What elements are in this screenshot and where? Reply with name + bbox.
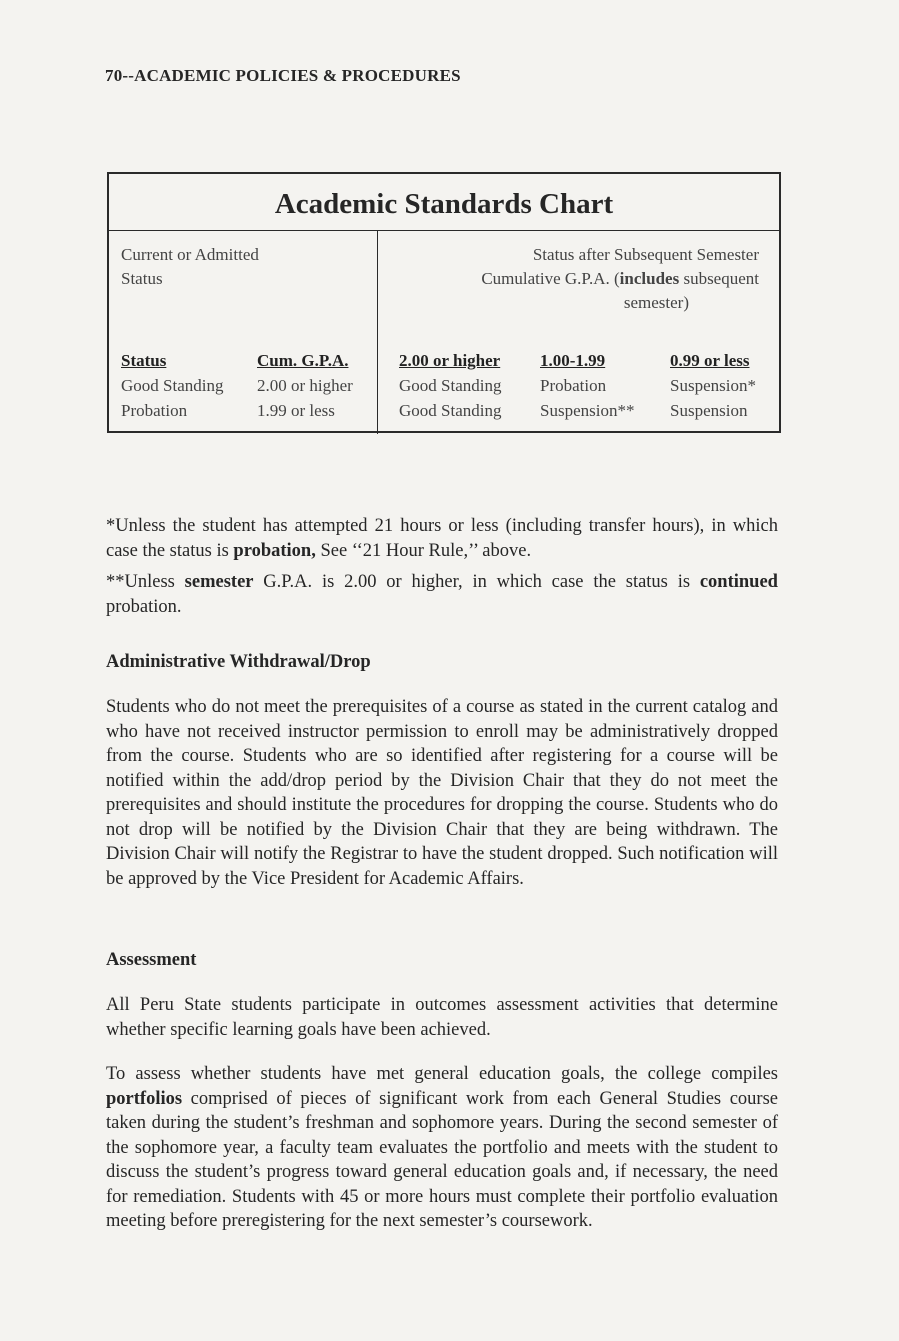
chart-body [109, 231, 779, 434]
assessment-paragraph-1: All Peru State students participate in outcomes assessment activities that determine whether specific learning goals have been achieved. [106, 995, 778, 1040]
right-header [389, 243, 759, 315]
left-header-line2: Status [121, 269, 163, 288]
col-header-0-99-or-less: 0.99 or less [670, 351, 750, 370]
col-header-status: Status [121, 351, 167, 370]
column-divider [377, 231, 378, 434]
withdrawal-body: Students who do not meet the prerequisites of a course as stated in the current catalog and who have not received instructor permission to enroll may be administratively dropped from the course. Students who are so identified after registering for a course will be notified within the add/drop period by the Division Chair that they do not meet the prerequisites and should institute the procedures for dropping the course. Students who do not drop will be notified by the Division Chair that they are being withdrawn. The Division Chair will notify the Registrar to have the student dropped. Such notification will be approved by the Vice President for Academic Affairs. [106, 697, 778, 889]
footnote-1: *Unless the student has attempted 21 hours or less (including transfer hours), in which case the status is probation, See ‘‘21 Hour Rule,’’ above. [106, 516, 778, 561]
table-cell: Probation [540, 376, 607, 395]
table-cell: Suspension** [540, 401, 635, 420]
table-cell: Suspension* [670, 376, 756, 395]
footnote-2: **Unless semester G.P.A. is 2.00 or higher, in which case the status is continued probation. [106, 572, 778, 617]
assessment-heading: Assessment [106, 950, 197, 970]
right-header-line2: Cumulative G.P.A. (includes subsequent [481, 269, 759, 288]
academic-standards-chart [107, 172, 781, 433]
right-header-line3: semester) [623, 293, 689, 312]
page-header: 70--ACADEMIC POLICIES & PROCEDURES [105, 66, 461, 85]
table-cell: 1.99 or less [257, 401, 335, 420]
col-header-2-00-or-higher: 2.00 or higher [399, 351, 501, 370]
table-cell: Suspension [670, 401, 748, 420]
table-cell: Good Standing [399, 401, 502, 420]
withdrawal-heading: Administrative Withdrawal/Drop [106, 652, 371, 672]
table-cell: Good Standing [121, 376, 224, 395]
right-header-line1: Status after Subsequent Semester [532, 245, 759, 264]
table-cell: Probation [121, 401, 188, 420]
col-header-1-00-1-99: 1.00-1.99 [540, 351, 606, 370]
table-cell: 2.00 or higher [257, 376, 353, 395]
left-header-line1: Current or Admitted [121, 245, 259, 264]
chart-title: Academic Standards Chart [109, 174, 779, 231]
col-header-cum-gpa: Cum. G.P.A. [257, 351, 349, 370]
left-header [121, 243, 259, 291]
assessment-paragraph-2: To assess whether students have met general education goals, the college compiles portfolios comprised of pieces of significant work from each General Studies course taken during the student’s freshman and sophomore years. During the second semester of the sophomore year, a faculty team evaluates the portfolio and meets with the student to discuss the student’s progress toward general education goals and, if necessary, the need for remediation. Students with 45 or more hours must complete their portfolio evaluation meeting before preregistering for the next semester’s coursework. [106, 1064, 778, 1231]
table-cell: Good Standing [399, 376, 502, 395]
